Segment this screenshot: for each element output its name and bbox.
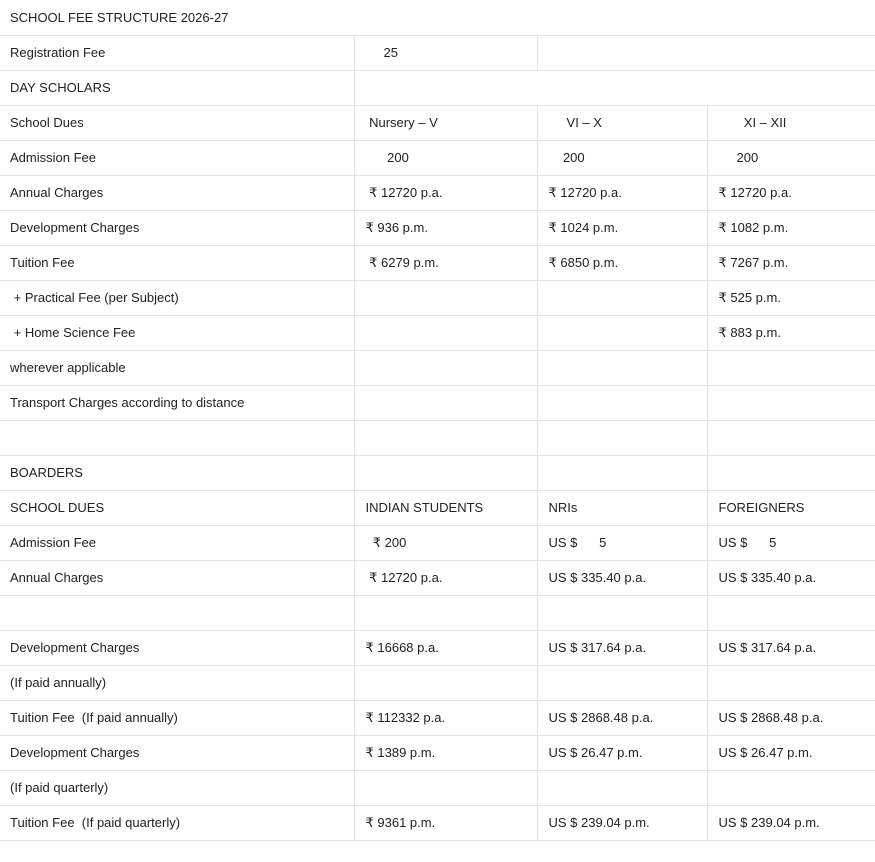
table-row bbox=[0, 210, 875, 245]
table-cell: US $ 335.40 p.a. bbox=[537, 560, 707, 595]
row-label: Annual Charges bbox=[0, 175, 354, 210]
table-row bbox=[0, 140, 875, 175]
row-label: Registration Fee bbox=[0, 35, 354, 70]
table-cell: ₹ 1389 p.m. bbox=[354, 735, 537, 770]
table-cell: US $ 335.40 p.a. bbox=[707, 560, 875, 595]
table-row bbox=[0, 490, 875, 525]
table-cell bbox=[354, 455, 537, 490]
row-label: Admission Fee bbox=[0, 140, 354, 175]
table-row bbox=[0, 105, 875, 140]
table-cell bbox=[707, 665, 875, 700]
section-row-day-scholars bbox=[0, 70, 875, 105]
row-label: Tuition Fee bbox=[0, 245, 354, 280]
table-cell bbox=[537, 665, 707, 700]
table-cell bbox=[354, 420, 537, 455]
table-cell: ₹ 6279 p.m. bbox=[354, 245, 537, 280]
table-cell: ₹ 525 p.m. bbox=[707, 280, 875, 315]
table-cell: ₹ 1082 p.m. bbox=[707, 210, 875, 245]
table-cell bbox=[354, 385, 537, 420]
section-row-boarders bbox=[0, 455, 875, 490]
table-cell bbox=[707, 770, 875, 805]
table-row bbox=[0, 735, 875, 770]
table-cell: ₹ 9361 p.m. bbox=[354, 805, 537, 840]
column-header: Nursery – V bbox=[354, 105, 537, 140]
table-cell: ₹ 12720 p.a. bbox=[537, 175, 707, 210]
table-row bbox=[0, 805, 875, 840]
table-cell: 200 bbox=[707, 140, 875, 175]
table-cell: ₹ 16668 p.a. bbox=[354, 630, 537, 665]
table-cell: ₹ 7267 p.m. bbox=[707, 245, 875, 280]
table-cell: 200 bbox=[537, 140, 707, 175]
table-cell: ₹ 112332 p.a. bbox=[354, 700, 537, 735]
table-cell bbox=[537, 35, 875, 70]
fee-structure-title: SCHOOL FEE STRUCTURE 2026-27 bbox=[0, 0, 875, 35]
table-cell: US $ 239.04 p.m. bbox=[707, 805, 875, 840]
section-heading: BOARDERS bbox=[0, 455, 354, 490]
row-label: SCHOOL DUES bbox=[0, 490, 354, 525]
table-row bbox=[0, 315, 875, 350]
table-cell: US $ 5 bbox=[537, 525, 707, 560]
row-label: Annual Charges bbox=[0, 560, 354, 595]
table-cell bbox=[537, 315, 707, 350]
row-label: wherever applicable bbox=[0, 350, 354, 385]
table-row bbox=[0, 245, 875, 280]
table-cell: ₹ 12720 p.a. bbox=[707, 175, 875, 210]
table-cell bbox=[354, 315, 537, 350]
table-cell: ₹ 12720 p.a. bbox=[354, 175, 537, 210]
table-cell bbox=[707, 595, 875, 630]
row-label: Development Charges bbox=[0, 210, 354, 245]
table-cell: US $ 2868.48 p.a. bbox=[537, 700, 707, 735]
table-row bbox=[0, 665, 875, 700]
row-label bbox=[0, 595, 354, 630]
column-header: INDIAN STUDENTS bbox=[354, 490, 537, 525]
row-label: Transport Charges according to distance bbox=[0, 385, 354, 420]
table-cell bbox=[354, 665, 537, 700]
table-row bbox=[0, 560, 875, 595]
table-cell bbox=[354, 770, 537, 805]
table-cell: ₹ 883 p.m. bbox=[707, 315, 875, 350]
table-cell bbox=[537, 280, 707, 315]
spacer-row bbox=[0, 420, 875, 455]
table-row bbox=[0, 700, 875, 735]
table-cell bbox=[537, 770, 707, 805]
table-cell: ₹ 936 p.m. bbox=[354, 210, 537, 245]
table-cell bbox=[707, 350, 875, 385]
row-label: Development Charges bbox=[0, 630, 354, 665]
table-cell bbox=[354, 595, 537, 630]
column-header: XI – XII bbox=[707, 105, 875, 140]
table-cell: US $ 2868.48 p.a. bbox=[707, 700, 875, 735]
spacer-row bbox=[0, 595, 875, 630]
table-cell bbox=[354, 280, 537, 315]
row-label: Tuition Fee (If paid annually) bbox=[0, 700, 354, 735]
table-cell bbox=[354, 70, 875, 105]
table-row bbox=[0, 525, 875, 560]
table-row bbox=[0, 35, 875, 70]
table-cell bbox=[707, 385, 875, 420]
table-cell bbox=[537, 385, 707, 420]
table-row bbox=[0, 280, 875, 315]
table-row bbox=[0, 385, 875, 420]
table-cell bbox=[537, 350, 707, 385]
table-cell: US $ 317.64 p.a. bbox=[537, 630, 707, 665]
row-label: Admission Fee bbox=[0, 525, 354, 560]
table-cell: US $ 5 bbox=[707, 525, 875, 560]
table-cell: ₹ 12720 p.a. bbox=[354, 560, 537, 595]
row-label: Development Charges bbox=[0, 735, 354, 770]
table-cell bbox=[537, 595, 707, 630]
column-header: NRIs bbox=[537, 490, 707, 525]
table-cell: US $ 26.47 p.m. bbox=[537, 735, 707, 770]
row-label: School Dues bbox=[0, 105, 354, 140]
column-header: FOREIGNERS bbox=[707, 490, 875, 525]
title-row bbox=[0, 0, 875, 35]
row-label: + Home Science Fee bbox=[0, 315, 354, 350]
table-cell bbox=[707, 420, 875, 455]
table-cell: ₹ 1024 p.m. bbox=[537, 210, 707, 245]
table-cell: US $ 26.47 p.m. bbox=[707, 735, 875, 770]
table-cell bbox=[537, 420, 707, 455]
table-cell: ₹ 6850 p.m. bbox=[537, 245, 707, 280]
table-cell: US $ 239.04 p.m. bbox=[537, 805, 707, 840]
table-row bbox=[0, 770, 875, 805]
row-label: Tuition Fee (If paid quarterly) bbox=[0, 805, 354, 840]
row-label: (If paid quarterly) bbox=[0, 770, 354, 805]
table-cell: US $ 317.64 p.a. bbox=[707, 630, 875, 665]
table-row bbox=[0, 175, 875, 210]
table-cell: ₹ 200 bbox=[354, 525, 537, 560]
table-cell: 200 bbox=[354, 140, 537, 175]
table-cell: 25 bbox=[354, 35, 537, 70]
column-header: VI – X bbox=[537, 105, 707, 140]
table-row bbox=[0, 350, 875, 385]
row-label: (If paid annually) bbox=[0, 665, 354, 700]
table-cell bbox=[354, 350, 537, 385]
row-label bbox=[0, 420, 354, 455]
table-row bbox=[0, 630, 875, 665]
table-cell bbox=[537, 455, 707, 490]
table-cell bbox=[707, 455, 875, 490]
row-label: + Practical Fee (per Subject) bbox=[0, 280, 354, 315]
section-heading: DAY SCHOLARS bbox=[0, 70, 354, 105]
